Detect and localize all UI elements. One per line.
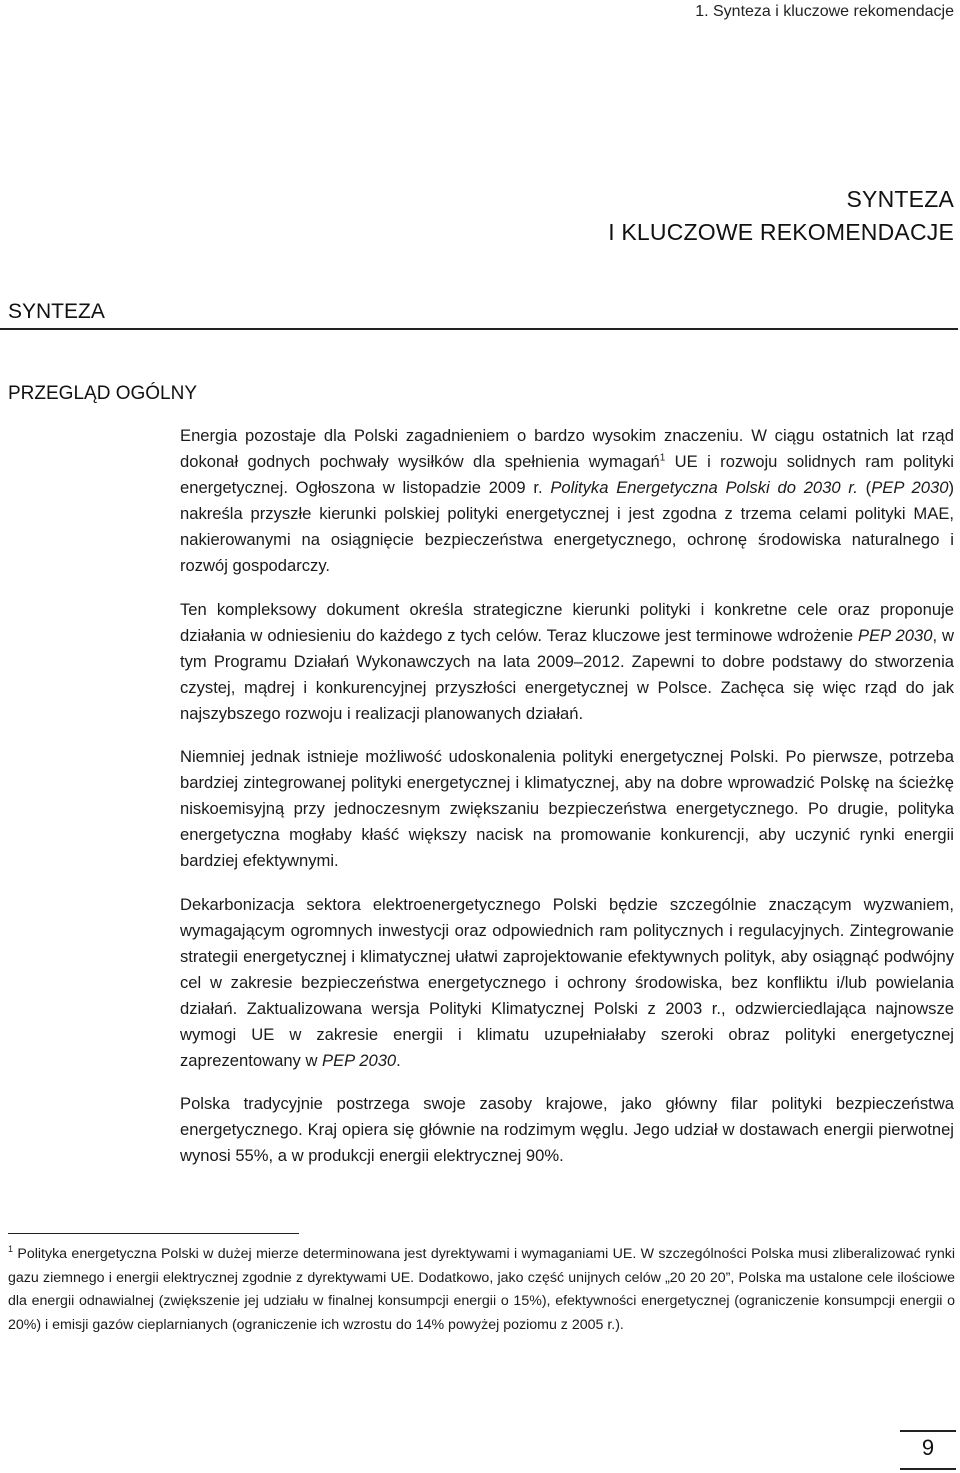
paragraph-2	[180, 597, 954, 727]
chapter-title-line-2: I KLUCZOWE REKOMENDACJE	[608, 219, 954, 245]
section-divider	[0, 328, 958, 330]
footnote-text: Polityka energetyczna Polski w dużej mierze determinowana jest dyrektywami i wymaganiami UE. W szczególności Polska musi zliberalizować rynki gazu ziemnego i energii elektrycznej zgodnie z dyrektywami UE. Dodatkowo, jako część unijnych celów „20 20 20”, Polska ma ustalone cele ilościowe dla energii odnawialnej (zwiększenie jej udziału w finalnej konsumpcji energii o 15%), efektywności energetycznej (ograniczenie konsumpcji energii o 20%) i emisji gazów cieplarnianych (ograniczenie ich wzrostu do 14% powyżej poziomu z 2005 r.).	[8, 1246, 955, 1333]
paragraph-3: Niemniej jednak istnieje możliwość udoskonalenia polityki energetycznej Polski. Po pierwsze, potrzeba bardziej zintegrowanej polityki energetycznej i klimatycznej, aby na dobre wprowadzić Polskę na ścieżkę niskoemisyjną przy jednoczesnym zwiększaniu bezpieczeństwa energetycznego. Po drugie, polityka energetyczna mogłaby kłaść większy nacisk na promowanie konkurencji, aby uczynić rynki energii bardziej efektywnymi.	[180, 747, 954, 871]
document-abbrev-pep: PEP 2030	[871, 478, 949, 498]
chapter-title	[608, 183, 954, 249]
subsection-title: PRZEGLĄD OGÓLNY	[8, 383, 197, 404]
page-number-rule-bottom	[900, 1468, 956, 1470]
paragraph-2-part-a: Ten kompleksowy dokument określa strategiczne kierunki polityki i konkretne cele oraz proponuje działania w odniesieniu do każdego z tych celów. Teraz kluczowe jest terminowe wdrożenie	[180, 599, 954, 645]
page-number-rule-top	[900, 1430, 956, 1432]
footnote	[8, 1243, 955, 1337]
document-abbrev-pep: PEP 2030	[322, 1051, 397, 1071]
body-text	[180, 423, 954, 1186]
paragraph-4	[180, 892, 954, 1075]
chapter-title-line-1: SYNTEZA	[846, 186, 954, 212]
paragraph-1-part-d: ) nakreśla przyszłe kierunki polskiej polityki energetycznej i jest zgodna z trzema celami polityki MAE, nakierowanymi na osiągnięcie bezpieczeństwa energetycznego, ochronę środowiska naturalnego i rozwój gospodarczy.	[180, 478, 954, 576]
document-abbrev-pep: PEP 2030	[858, 625, 933, 645]
paragraph-4-part-a: Dekarbonizacja sektora elektroenergetycznego Polski będzie szczególnie znaczącym wyzwaniem, wymagającym ogromnych inwestycji oraz odpowiednich ram politycznych i regulacyjnych. Zintegrowanie strategii energetycznej i klimatycznej ułatwi zaprojektowanie efektywnych polityk, aby osiągnąć podwójny cel w zakresie bezpieczeństwa energetycznego i ochrony środowiska, bez konfliktu i/lub powielania działań. Zaktualizowana wersja Polityki Klimatycznej Polski z 2003 r., odzwierciedlająca najnowsze wymogi UE w zakresie energii i klimatu uzupełniałaby szeroki obraz polityki energetycznej zaprezentowany w	[180, 894, 954, 1071]
paragraph-1	[180, 423, 954, 580]
section-title: SYNTEZA	[8, 300, 105, 323]
paragraph-4-part-b: .	[396, 1051, 401, 1071]
running-header: 1. Synteza i kluczowe rekomendacje	[695, 3, 954, 20]
paragraph-5: Polska tradycyjnie postrzega swoje zasoby krajowe, jako główny filar polityki bezpieczeństwa energetycznego. Kraj opiera się głównie na rodzimym węglu. Jego udział w dostawach energii pierwotnej wynosi 55%, a w produkcji energii elektrycznej 90%.	[180, 1094, 954, 1166]
footnote-reference[interactable]: 1	[659, 452, 666, 464]
paragraph-1-part-c: (	[857, 478, 872, 498]
document-title-pep: Polityka Energetyczna Polski do 2030 r.	[550, 478, 858, 498]
paragraph-1-part-b: UE i rozwoju solidnych ram polityki energetycznej. Ogłoszona w listopadzie 2009 r.	[180, 452, 954, 498]
footnote-divider	[8, 1233, 299, 1234]
page-number: 9	[921, 1435, 935, 1460]
paragraph-2-part-b: , w tym Programu Działań Wykonawczych na lata 2009–2012. Zapewni to dobre podstawy do stworzenia czystej, mądrej i konkurencyjnej przyszłości energetycznej w Polsce. Zachęca się więc rząd do jak najszybszego rozwoju i realizacji planowanych działań.	[180, 625, 954, 723]
paragraph-1-part-a: Energia pozostaje dla Polski zagadnieniem o bardzo wysokim znaczeniu. W ciągu ostatnich lat rząd dokonał godnych pochwały wysiłków dla spełnienia wymagań	[180, 426, 954, 472]
footnote-marker: 1	[8, 1244, 14, 1254]
